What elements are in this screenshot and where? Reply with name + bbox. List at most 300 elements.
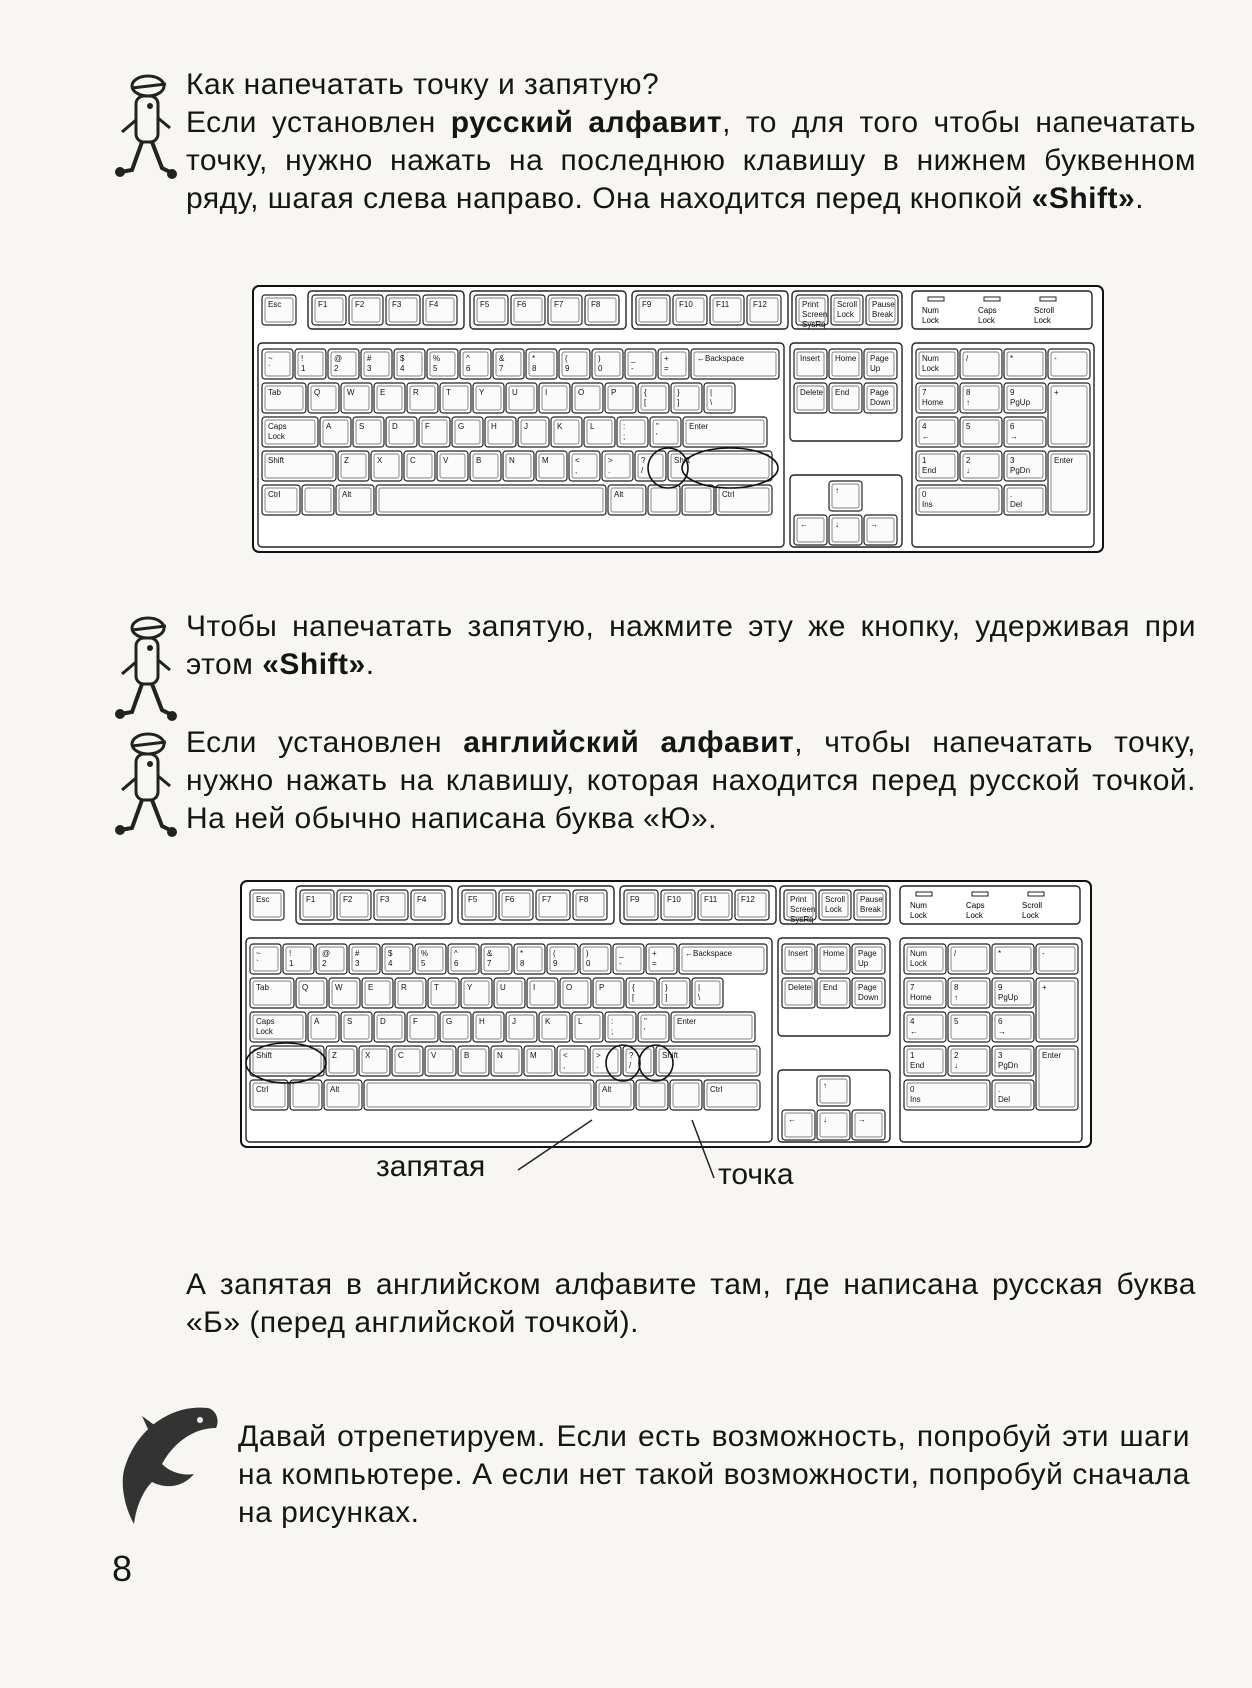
svg-text:]: ] (665, 993, 668, 1002)
svg-text:/: / (641, 466, 644, 475)
svg-text:Caps: Caps (966, 901, 985, 910)
svg-text:End: End (835, 388, 850, 397)
svg-text:D: D (380, 1017, 386, 1026)
svg-text:F: F (413, 1017, 418, 1026)
svg-text:Lock: Lock (1034, 316, 1051, 325)
svg-text:J: J (524, 422, 528, 431)
question-heading: Как напечатать точку и запятую? (186, 68, 660, 101)
svg-text:`: ` (268, 364, 271, 373)
svg-text:U: U (512, 388, 518, 397)
svg-text:6: 6 (1010, 422, 1015, 431)
svg-text:F4: F4 (417, 895, 427, 904)
svg-text:F1: F1 (306, 895, 316, 904)
svg-text:I: I (533, 983, 536, 992)
svg-text:@: @ (322, 949, 331, 958)
svg-text:*: * (1010, 354, 1014, 363)
svg-text:↑: ↑ (954, 993, 958, 1002)
svg-text:Delete: Delete (788, 983, 812, 992)
svg-text:F7: F7 (554, 300, 564, 309)
bold-run: «Shift» (262, 648, 366, 681)
bold-run: «Shift» (1031, 182, 1136, 215)
svg-text:#: # (367, 354, 372, 363)
svg-text:<: < (575, 456, 580, 465)
svg-text:3: 3 (355, 959, 360, 968)
svg-text:&: & (499, 354, 505, 363)
text-run: Чтобы напечатать запятую, нажмите эту же кнопку, удерживая при этом (186, 610, 1196, 681)
svg-text:C: C (410, 456, 416, 465)
svg-text:PgUp: PgUp (998, 993, 1019, 1002)
svg-text:F12: F12 (741, 895, 755, 904)
svg-text:←: ← (910, 1027, 918, 1036)
svg-text:(: ( (553, 949, 556, 958)
svg-text:.: . (1010, 490, 1013, 499)
svg-text:A: A (314, 1017, 320, 1026)
svg-text:`: ` (256, 959, 259, 968)
svg-text:V: V (443, 456, 449, 465)
svg-text:Esc: Esc (256, 895, 270, 904)
svg-text:Num: Num (922, 354, 939, 363)
svg-text:+: + (1042, 983, 1047, 992)
svg-text:S: S (347, 1017, 353, 1026)
svg-text:0: 0 (598, 364, 603, 373)
svg-text:Lock: Lock (910, 911, 927, 920)
svg-text::: : (611, 1017, 614, 1026)
svg-text:Down: Down (858, 993, 879, 1002)
svg-text:7: 7 (499, 364, 504, 373)
svg-text:F3: F3 (380, 895, 390, 904)
svg-text:2: 2 (334, 364, 339, 373)
dolphin-icon (112, 1398, 222, 1530)
comma-pointer-line (518, 1120, 592, 1170)
svg-text:-: - (631, 364, 634, 373)
svg-text:Del: Del (1010, 500, 1023, 509)
svg-text:PgUp: PgUp (1010, 398, 1031, 407)
svg-text:$: $ (400, 354, 405, 363)
svg-text:-: - (619, 959, 622, 968)
svg-text:F5: F5 (468, 895, 478, 904)
svg-text:4: 4 (388, 959, 393, 968)
svg-text:9: 9 (565, 364, 570, 373)
svg-text:%: % (433, 354, 441, 363)
bold-run: английский алфавит (463, 726, 795, 759)
svg-text:Tab: Tab (268, 388, 281, 397)
svg-text:H: H (491, 422, 497, 431)
svg-text:↓: ↓ (835, 520, 839, 529)
svg-text:1: 1 (910, 1051, 915, 1060)
svg-text:Ins: Ins (922, 500, 933, 509)
svg-text:": " (644, 1017, 647, 1026)
period-pointer-line (692, 1120, 714, 1178)
svg-text:PgDn: PgDn (1010, 466, 1031, 475)
svg-text:F6: F6 (505, 895, 515, 904)
svg-text:Delete: Delete (800, 388, 824, 397)
svg-text:F: F (425, 422, 430, 431)
svg-text:Q: Q (314, 388, 321, 397)
svg-text:H: H (479, 1017, 485, 1026)
svg-text:|: | (710, 388, 713, 397)
svg-text:Scroll: Scroll (1034, 306, 1055, 315)
svg-text:1: 1 (289, 959, 294, 968)
svg-text:←Backspace: ←Backspace (697, 354, 745, 363)
svg-text:7: 7 (910, 983, 915, 992)
svg-text:Ctrl: Ctrl (710, 1085, 723, 1094)
svg-text:2: 2 (322, 959, 327, 968)
svg-text:+: + (1054, 388, 1059, 397)
svg-text:3: 3 (1010, 456, 1015, 465)
svg-text:0: 0 (910, 1085, 915, 1094)
text-run: , то для того чтобы напечатать точку, нужно нажать на последнюю клавишу в нижнем буквенном ряду, шагая слева направо. Она находится перед кнопкой (186, 106, 1196, 215)
svg-text:Alt: Alt (342, 490, 352, 499)
svg-text:F8: F8 (579, 895, 589, 904)
svg-text:T: T (446, 388, 451, 397)
svg-text:5: 5 (433, 364, 438, 373)
svg-text:Ctrl: Ctrl (256, 1085, 269, 1094)
svg-text:;: ; (623, 432, 626, 441)
svg-text:→: → (998, 1027, 1006, 1036)
svg-text:K: K (545, 1017, 551, 1026)
svg-text:Y: Y (479, 388, 485, 397)
svg-text:↑: ↑ (823, 1081, 827, 1090)
svg-text:Lock: Lock (1022, 911, 1039, 920)
svg-text:F2: F2 (343, 895, 353, 904)
svg-text:_: _ (619, 949, 624, 958)
svg-text:↑: ↑ (966, 398, 970, 407)
svg-text:Insert: Insert (788, 949, 809, 958)
text-run: . (1135, 182, 1145, 215)
svg-text:': ' (644, 1027, 646, 1036)
svg-text:Home: Home (922, 398, 944, 407)
svg-text:F3: F3 (392, 300, 402, 309)
svg-text:Ctrl: Ctrl (268, 490, 281, 499)
svg-text:): ) (598, 354, 601, 363)
svg-text:Break: Break (872, 310, 893, 319)
section5-text: Давай отрепетируем. Если есть возможность, попробуй эти шаги на компьютере. А если нет такой возможности, попробуй сначала на рисунках. (238, 1420, 1190, 1529)
svg-text:U: U (500, 983, 506, 992)
svg-text:Print: Print (802, 300, 819, 309)
svg-text:Page: Page (870, 388, 889, 397)
svg-text:T: T (434, 983, 439, 992)
svg-text:!: ! (301, 354, 304, 363)
svg-text:X: X (377, 456, 383, 465)
svg-text:Esc: Esc (268, 300, 282, 309)
svg-text:J: J (512, 1017, 516, 1026)
svg-text:0: 0 (922, 490, 927, 499)
svg-text:-: - (1054, 354, 1057, 363)
svg-text:X: X (365, 1051, 371, 1060)
svg-text:{: { (644, 388, 647, 397)
svg-text:3: 3 (998, 1051, 1003, 1060)
svg-text:←: ← (800, 520, 808, 529)
svg-text:R: R (413, 388, 419, 397)
svg-text:G: G (458, 422, 465, 431)
bold-run: русский алфавит (450, 106, 723, 139)
svg-text:Lock: Lock (922, 316, 939, 325)
svg-text:Scroll: Scroll (825, 895, 846, 904)
svg-text:.: . (596, 1061, 599, 1070)
svg-text:/: / (954, 949, 957, 958)
svg-text:0: 0 (586, 959, 591, 968)
svg-text:N: N (509, 456, 515, 465)
svg-text:8: 8 (520, 959, 525, 968)
svg-text:?: ? (629, 1051, 634, 1060)
svg-text:Home: Home (823, 949, 845, 958)
svg-text:Enter: Enter (1042, 1051, 1062, 1060)
svg-text:Tab: Tab (256, 983, 269, 992)
svg-text:=: = (652, 959, 657, 968)
text-run: , чтобы напечатать точку, нужно нажать на клавишу, которая находится перед русской точкой. На ней обычно написана буква «Ю». (186, 726, 1196, 835)
svg-text:Home: Home (910, 993, 932, 1002)
svg-text:?: ? (641, 456, 646, 465)
svg-text:}: } (665, 983, 668, 992)
svg-text:Alt: Alt (330, 1085, 340, 1094)
svg-text:I: I (545, 388, 548, 397)
caption-period: точка (718, 1158, 794, 1191)
svg-text:9: 9 (553, 959, 558, 968)
svg-text:Pause: Pause (872, 300, 895, 309)
svg-text:F7: F7 (542, 895, 552, 904)
svg-text:Enter: Enter (1054, 456, 1074, 465)
svg-text:F1: F1 (318, 300, 328, 309)
svg-text:-: - (1042, 949, 1045, 958)
svg-text:←Backspace: ←Backspace (685, 949, 733, 958)
svg-text:Scroll: Scroll (1022, 901, 1043, 910)
svg-text:E: E (380, 388, 386, 397)
svg-text:~: ~ (268, 354, 273, 363)
svg-text:{: { (632, 983, 635, 992)
svg-text:,: , (575, 466, 578, 475)
svg-text:<: < (563, 1051, 568, 1060)
svg-text:A: A (326, 422, 332, 431)
svg-text:Up: Up (858, 959, 869, 968)
svg-text:': ' (656, 432, 658, 441)
svg-text:*: * (520, 949, 524, 958)
svg-text:/: / (629, 1061, 632, 1070)
svg-text:5: 5 (966, 422, 971, 431)
svg-text:R: R (401, 983, 407, 992)
svg-text:Z: Z (344, 456, 349, 465)
svg-text:Enter: Enter (677, 1017, 697, 1026)
svg-text:W: W (347, 388, 355, 397)
svg-text:Break: Break (860, 905, 881, 914)
svg-text:6: 6 (466, 364, 471, 373)
svg-text:Shift: Shift (268, 456, 285, 465)
svg-text:SysRq: SysRq (790, 915, 814, 924)
svg-text:Insert: Insert (800, 354, 821, 363)
svg-text:End: End (910, 1061, 925, 1070)
svg-text:B: B (476, 456, 482, 465)
svg-text:>: > (608, 456, 613, 465)
svg-text:_: _ (631, 354, 636, 363)
svg-text:$: $ (388, 949, 393, 958)
svg-text:Up: Up (870, 364, 881, 373)
svg-text:F8: F8 (591, 300, 601, 309)
svg-text:+: + (664, 354, 669, 363)
caption-comma: запятая (376, 1150, 486, 1183)
svg-text:Pause: Pause (860, 895, 883, 904)
svg-text:;: ; (611, 1027, 614, 1036)
svg-text:.: . (608, 466, 611, 475)
svg-text:Ins: Ins (910, 1095, 921, 1104)
svg-text:↓: ↓ (954, 1061, 958, 1070)
svg-text:/: / (966, 354, 969, 363)
text-run: . (365, 648, 375, 681)
svg-text:Page: Page (870, 354, 889, 363)
svg-text:→: → (858, 1115, 866, 1124)
svg-text:@: @ (334, 354, 343, 363)
svg-text:L: L (578, 1017, 583, 1026)
svg-text:Lock: Lock (256, 1027, 273, 1036)
svg-text:5: 5 (954, 1017, 959, 1026)
svg-text:=: = (664, 364, 669, 373)
svg-text:Z: Z (332, 1051, 337, 1060)
svg-text:Q: Q (302, 983, 309, 992)
svg-text:Print: Print (790, 895, 807, 904)
svg-text:→: → (870, 520, 878, 529)
svg-text:[: [ (632, 993, 635, 1002)
svg-text:}: } (677, 388, 680, 397)
svg-text:Shift: Shift (256, 1051, 273, 1060)
svg-text:W: W (335, 983, 343, 992)
svg-text:Num: Num (910, 901, 927, 910)
svg-text:\: \ (698, 993, 701, 1002)
svg-text:Screen: Screen (790, 905, 816, 914)
svg-text:Lock: Lock (268, 432, 285, 441)
svg-text:Lock: Lock (825, 905, 842, 914)
svg-text:S: S (359, 422, 365, 431)
svg-text:\: \ (710, 398, 713, 407)
svg-text:*: * (532, 354, 536, 363)
svg-text:Scroll: Scroll (837, 300, 858, 309)
svg-text:O: O (578, 388, 585, 397)
svg-text:Enter: Enter (689, 422, 709, 431)
svg-text:V: V (431, 1051, 437, 1060)
svg-text:Lock: Lock (966, 911, 983, 920)
svg-text:Lock: Lock (837, 310, 854, 319)
svg-text:F12: F12 (753, 300, 767, 309)
svg-text:M: M (542, 456, 549, 465)
svg-text:.: . (998, 1085, 1001, 1094)
svg-text:8: 8 (954, 983, 959, 992)
svg-text:^: ^ (454, 949, 458, 958)
svg-text:,: , (563, 1061, 566, 1070)
svg-text:Lock: Lock (978, 316, 995, 325)
svg-text:Caps: Caps (978, 306, 997, 315)
svg-text:Caps: Caps (268, 422, 287, 431)
svg-text:End: End (922, 466, 937, 475)
svg-text:F5: F5 (480, 300, 490, 309)
svg-text:Down: Down (870, 398, 891, 407)
svg-text:): ) (586, 949, 589, 958)
svg-text:~: ~ (256, 949, 261, 958)
text-run: Если установлен (186, 106, 451, 139)
svg-text:F2: F2 (355, 300, 365, 309)
svg-text:↓: ↓ (966, 466, 970, 475)
svg-text::: : (623, 422, 626, 431)
svg-text:E: E (368, 983, 374, 992)
svg-text:←: ← (922, 432, 930, 441)
svg-text:K: K (557, 422, 563, 431)
svg-text:Num: Num (922, 306, 939, 315)
svg-text:F10: F10 (667, 895, 681, 904)
svg-text:Shift: Shift (674, 456, 691, 465)
svg-text:9: 9 (998, 983, 1003, 992)
svg-text:B: B (464, 1051, 470, 1060)
svg-text:F9: F9 (642, 300, 652, 309)
svg-text:↑: ↑ (835, 486, 839, 495)
svg-text:6: 6 (998, 1017, 1003, 1026)
svg-text:^: ^ (466, 354, 470, 363)
svg-text:Shift: Shift (662, 1051, 679, 1060)
svg-text:F9: F9 (630, 895, 640, 904)
svg-text:7: 7 (922, 388, 927, 397)
svg-text:Del: Del (998, 1095, 1011, 1104)
svg-text:F10: F10 (679, 300, 693, 309)
svg-text:Page: Page (858, 949, 877, 958)
svg-text:1: 1 (301, 364, 306, 373)
svg-text:O: O (566, 983, 573, 992)
svg-text:Alt: Alt (602, 1085, 612, 1094)
svg-text:&: & (487, 949, 493, 958)
svg-text:#: # (355, 949, 360, 958)
svg-text:Screen: Screen (802, 310, 828, 319)
svg-text:3: 3 (367, 364, 372, 373)
svg-text:M: M (530, 1051, 537, 1060)
svg-text:Home: Home (835, 354, 857, 363)
svg-text:F11: F11 (716, 300, 730, 309)
svg-text:Ctrl: Ctrl (722, 490, 735, 499)
svg-text:F6: F6 (517, 300, 527, 309)
svg-text:Page: Page (858, 983, 877, 992)
svg-text:Lock: Lock (910, 959, 927, 968)
svg-text:]: ] (677, 398, 680, 407)
svg-text:F4: F4 (429, 300, 439, 309)
svg-text:>: > (596, 1051, 601, 1060)
svg-text:*: * (998, 949, 1002, 958)
svg-text:5: 5 (421, 959, 426, 968)
svg-text:9: 9 (1010, 388, 1015, 397)
svg-text:Y: Y (467, 983, 473, 992)
svg-text:|: | (698, 983, 701, 992)
svg-text:2: 2 (966, 456, 971, 465)
svg-text:PgDn: PgDn (998, 1061, 1019, 1070)
text-run: Если установлен (186, 726, 464, 759)
svg-text:L: L (590, 422, 595, 431)
svg-text:F11: F11 (704, 895, 718, 904)
svg-text:8: 8 (532, 364, 537, 373)
svg-text:+: + (652, 949, 657, 958)
svg-text:4: 4 (910, 1017, 915, 1026)
svg-text:": " (656, 422, 659, 431)
svg-text:8: 8 (966, 388, 971, 397)
svg-text:4: 4 (922, 422, 927, 431)
section4-text: А запятая в английском алфавите там, где написана русская буква «Б» (перед английской точкой). (186, 1268, 1196, 1339)
svg-text:(: ( (565, 354, 568, 363)
svg-text:%: % (421, 949, 429, 958)
svg-text:6: 6 (454, 959, 459, 968)
svg-text:P: P (599, 983, 605, 992)
svg-text:[: [ (644, 398, 647, 407)
svg-text:↓: ↓ (823, 1115, 827, 1124)
page-number: 8 (112, 1548, 133, 1589)
svg-text:N: N (497, 1051, 503, 1060)
svg-text:4: 4 (400, 364, 405, 373)
svg-text:P: P (611, 388, 617, 397)
svg-text:←: ← (788, 1115, 796, 1124)
svg-text:D: D (392, 422, 398, 431)
svg-text:Caps: Caps (256, 1017, 275, 1026)
svg-text:2: 2 (954, 1051, 959, 1060)
svg-text:SysRq: SysRq (802, 320, 826, 329)
